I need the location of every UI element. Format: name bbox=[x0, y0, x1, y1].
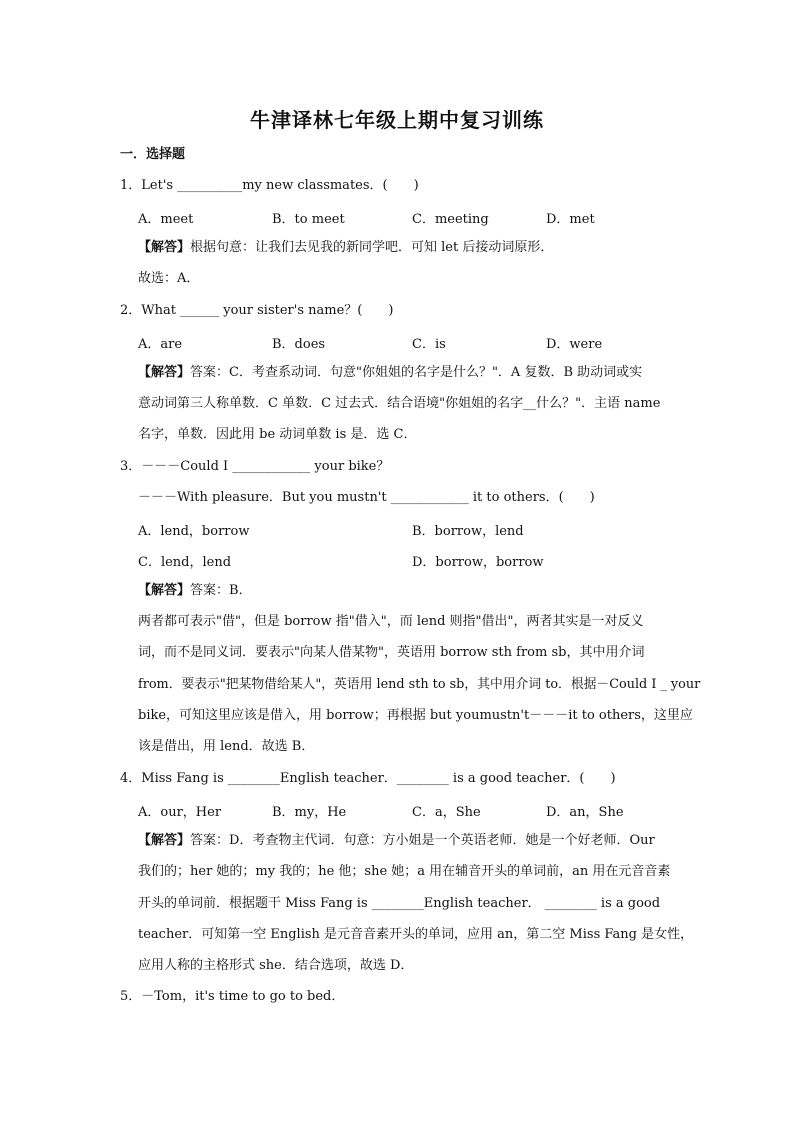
q3-analysis-line-4: bike，可知这里应该是借入，用 borrow；再根据 but youmustn't－－－it to others，这里应 bbox=[138, 708, 693, 723]
q3-answer-text: 答案：B． bbox=[190, 583, 252, 598]
q2-option-c: C．is bbox=[412, 337, 446, 352]
q3-option-d: D．borrow，borrow bbox=[412, 555, 544, 570]
q1-option-a: A．meet bbox=[138, 212, 194, 227]
q2-option-a: A．are bbox=[138, 337, 183, 352]
q2-analysis-text: 答案：C．考查系动词．句意"你姐姐的名字是什么？"．A 复数．B 助动词或实 bbox=[190, 365, 643, 380]
q1-option-d: D．met bbox=[546, 212, 595, 227]
q4-analysis-line-3: 开头的单词前．根据题干 Miss Fang is ________English teacher． ________ is a good bbox=[138, 896, 661, 911]
q4-option-a: A．our，Her bbox=[138, 805, 222, 820]
q4-analysis-line-1 bbox=[138, 832, 700, 850]
q2-option-d: D．were bbox=[546, 337, 603, 352]
q4-option-b: B．my，He bbox=[272, 805, 347, 820]
question-5-stem: 5．－Tom，it's time to go to bed． bbox=[120, 989, 345, 1004]
q2-analysis-line-2: 意动词第三人称单数．C 单数．C 过去式．结合语境"你姐姐的名字__什么？"．主语 name bbox=[138, 396, 661, 411]
q3-option-c: C．lend，lend bbox=[138, 555, 232, 570]
analysis-tag: 【解答】 bbox=[138, 583, 191, 598]
page-title: 牛津译林七年级上期中复习训练 bbox=[250, 108, 544, 132]
q2-analysis-line-1 bbox=[138, 364, 700, 382]
q3-analysis-line-3: from．要表示"把某物借给某人"，英语用 lend sth to sb，其中用介词 to．根据－Could I _ your bbox=[138, 677, 701, 692]
q1-analysis-text: 根据句意：让我们去见我的新同学吧．可知 let 后接动词原形． bbox=[190, 240, 554, 255]
analysis-tag: 【解答】 bbox=[138, 240, 191, 255]
q2-option-b: B．does bbox=[272, 337, 326, 352]
section-heading: 一．选择题 bbox=[120, 147, 186, 162]
q4-option-d: D．an，She bbox=[546, 805, 624, 820]
q4-option-c: C．a，She bbox=[412, 805, 481, 820]
q3-answer bbox=[138, 582, 700, 600]
q1-option-b: B．to meet bbox=[272, 212, 345, 227]
question-4-stem: 4．Miss Fang is ________English teacher．________ is a good teacher．( ) bbox=[120, 771, 616, 786]
q3-analysis-line-2: 词，而不是同义词．要表示"向某人借某物"，英语用 borrow sth from sb，其中用介词 bbox=[138, 645, 645, 660]
q4-analysis-line-5: 应用人称的主格形式 she．结合选项，故选 D． bbox=[138, 958, 414, 973]
question-3-stem-2: －－－With pleasure．But you mustn't ____________ it to others．( ) bbox=[138, 490, 595, 505]
q3-option-b: B．borrow，lend bbox=[412, 524, 524, 539]
q4-analysis-text: 答案：D．考查物主代词．句意：方小姐是一个英语老师．她是一个好老师．Our bbox=[190, 833, 655, 848]
question-2-stem: 2．What ______ your sister's name？( ) bbox=[120, 303, 394, 318]
question-3-stem-1: 3．－－－Could I ____________ your bike？ bbox=[120, 459, 390, 474]
question-1-stem: 1．Let's __________my new classmates．( ) bbox=[120, 178, 419, 193]
q2-analysis-line-3: 名字，单数．因此用 be 动词单数 is 是．选 C． bbox=[138, 427, 417, 442]
q1-option-c: C．meeting bbox=[412, 212, 489, 227]
q1-analysis bbox=[138, 239, 700, 257]
q3-analysis-line-5: 该是借出，用 lend．故选 B． bbox=[138, 739, 315, 754]
analysis-tag: 【解答】 bbox=[138, 365, 191, 380]
q3-option-a: A．lend，borrow bbox=[138, 524, 250, 539]
q4-analysis-line-4: teacher．可知第一空 English 是元音音素开头的单词，应用 an，第二空 Miss Fang 是女性， bbox=[138, 927, 694, 942]
q3-analysis-line-1: 两者都可表示"借"，但是 borrow 指"借入"，而 lend 则指"借出"，两者其实是一对反义 bbox=[138, 614, 644, 629]
q1-answer: 故选：A． bbox=[138, 271, 200, 286]
analysis-tag: 【解答】 bbox=[138, 833, 191, 848]
q4-analysis-line-2: 我们的；her 她的；my 我的；he 他；she 她；a 用在辅音开头的单词前，an 用在元音音素 bbox=[138, 864, 671, 879]
